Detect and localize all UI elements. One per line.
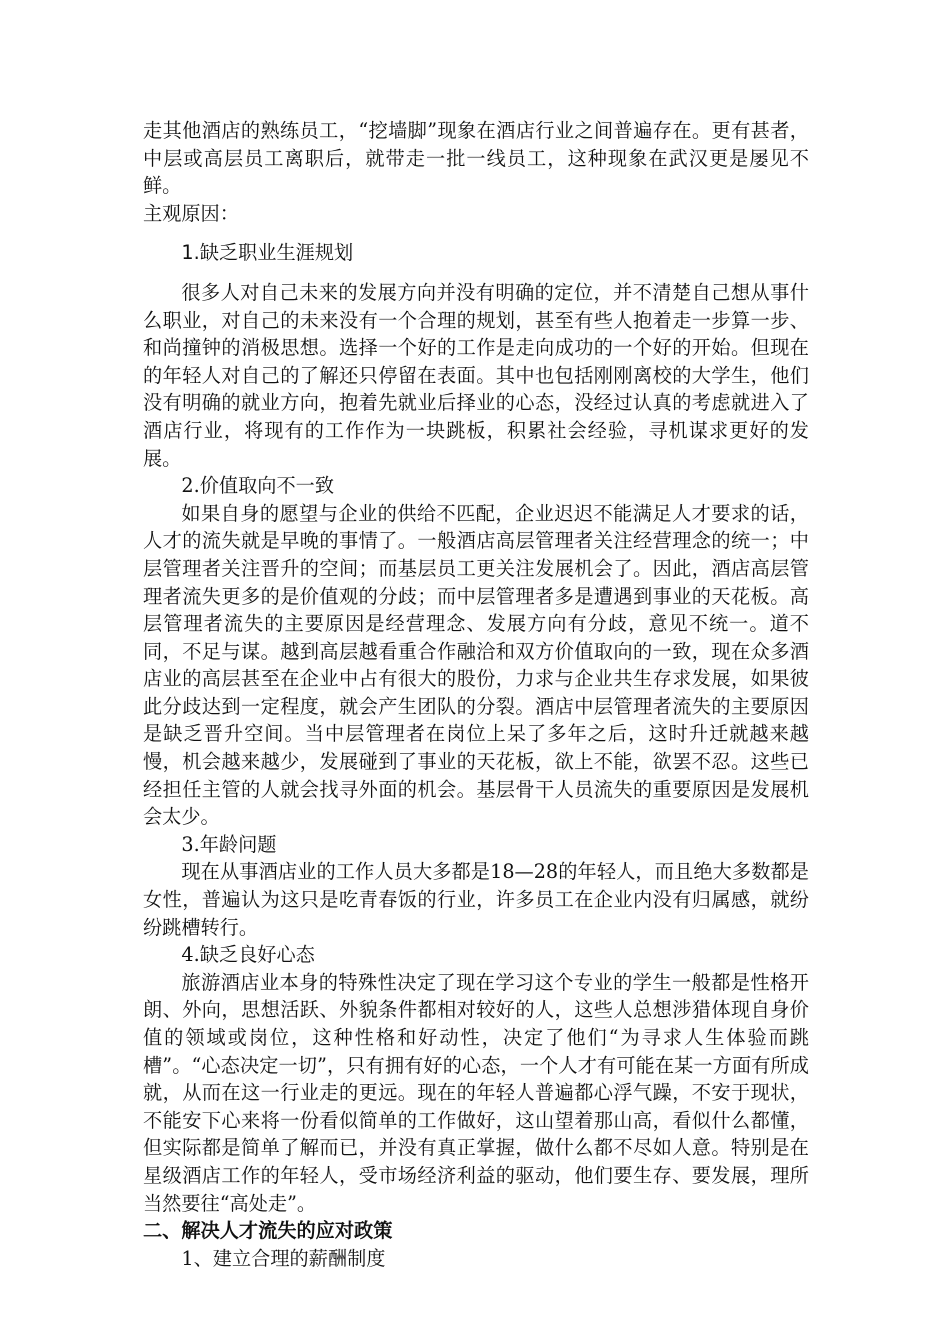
subheading-value-orientation: 2.价值取向不一致 bbox=[181, 474, 335, 498]
paragraph-mindset: 旅游酒店业本身的特殊性决定了现在学习这个专业的学生一般都是性格开朗、外向，思想活跃、外貌条件都相对较好的人，这些人总想涉猎体现自身价值的领域或岗位，这种性格和好动性，决定了他们“为寻求人生体验而跳槽”。“心态决定一切”，只有拥有好的心态，一个人才有可能在某一方面有所成就，从而在这一行业走的更远。现在的年轻人普遍都心浮气躁，不安于现状，不能安下心来将一份看似简单的工作做好，这山望着那山高，看似什么都懂，但实际都是简单了解而已，并没有真正掌握，做什么都不尽如人意。特别是在星级酒店工作的年轻人，受市场经济利益的驱动，他们要生存、要发展，理所当然要往“高处走”。 bbox=[143, 970, 809, 1215]
subheading-career-planning: 1.缺乏职业生涯规划 bbox=[181, 241, 354, 265]
document-body bbox=[143, 117, 809, 1272]
paragraph-continuation: 走其他酒店的熟练员工，“挖墙脚”现象在酒店行业之间普遍存在。更有甚者，中层或高层员工离职后，就带走一批一线员工，这种现象在武汉更是屡见不鲜。 bbox=[143, 119, 809, 198]
paragraph-age-issue: 现在从事酒店业的工作人员大多都是18—28的年轻人，而且绝大多数都是女性，普遍认为这只是吃青春饭的行业，许多员工在企业内没有归属感，就纷纷跳槽转行。 bbox=[143, 860, 809, 939]
section-label-subjective-reasons: 主观原因： bbox=[143, 201, 239, 225]
section-heading-countermeasures: 二、解决人才流失的应对政策 bbox=[143, 1219, 393, 1243]
subheading-age-issue: 3.年龄问题 bbox=[181, 832, 277, 856]
subheading-mindset: 4.缺乏良好心态 bbox=[181, 943, 315, 967]
subheading-salary-system: 1、建立合理的薪酬制度 bbox=[181, 1246, 386, 1270]
paragraph-career-planning: 很多人对自己未来的发展方向并没有明确的定位，并不清楚自己想从事什么职业，对自己的未来没有一个合理的规划，甚至有些人抱着走一步算一步、和尚撞钟的消极思想。选择一个好的工作是走向成功的一个好的开始。但现在的年轻人对自己的了解还只停留在表面。其中也包括刚刚离校的大学生，他们没有明确的就业方向，抱着先就业后择业的心态，没经过认真的考虑就进入了酒店行业，将现有的工作作为一块跳板，积累社会经验，寻机谋求更好的发展。 bbox=[143, 280, 809, 470]
paragraph-value-orientation: 如果自身的愿望与企业的供给不匹配，企业迟迟不能满足人才要求的话，人才的流失就是早晚的事情了。一般酒店高层管理者关注经营理念的统一；中层管理者关注晋升的空间；而基层员工更关注发展机会了。因此，酒店高层管理者流失更多的是价值观的分歧；而中层管理者多是遭遇到事业的天花板。高层管理者流失的主要原因是经营理念、发展方向有分歧，意见不统一。道不同，不足与谋。越到高层越看重合作融洽和双方价值取向的一致，现在众多酒店业的高层甚至在企业中占有很大的股份，力求与企业共生存求发展，如果彼此分歧达到一定程度，就会产生团队的分裂。酒店中层管理者流失的主要原因是缺乏晋升空间。当中层管理者在岗位上呆了多年之后，这时升迁就越来越慢，机会越来越少，发展碰到了事业的天花板，欲上不能，欲罢不忍。这些已经担任主管的人就会找寻外面的机会。基层骨干人员流失的重要原因是发展机会太少。 bbox=[143, 501, 809, 829]
